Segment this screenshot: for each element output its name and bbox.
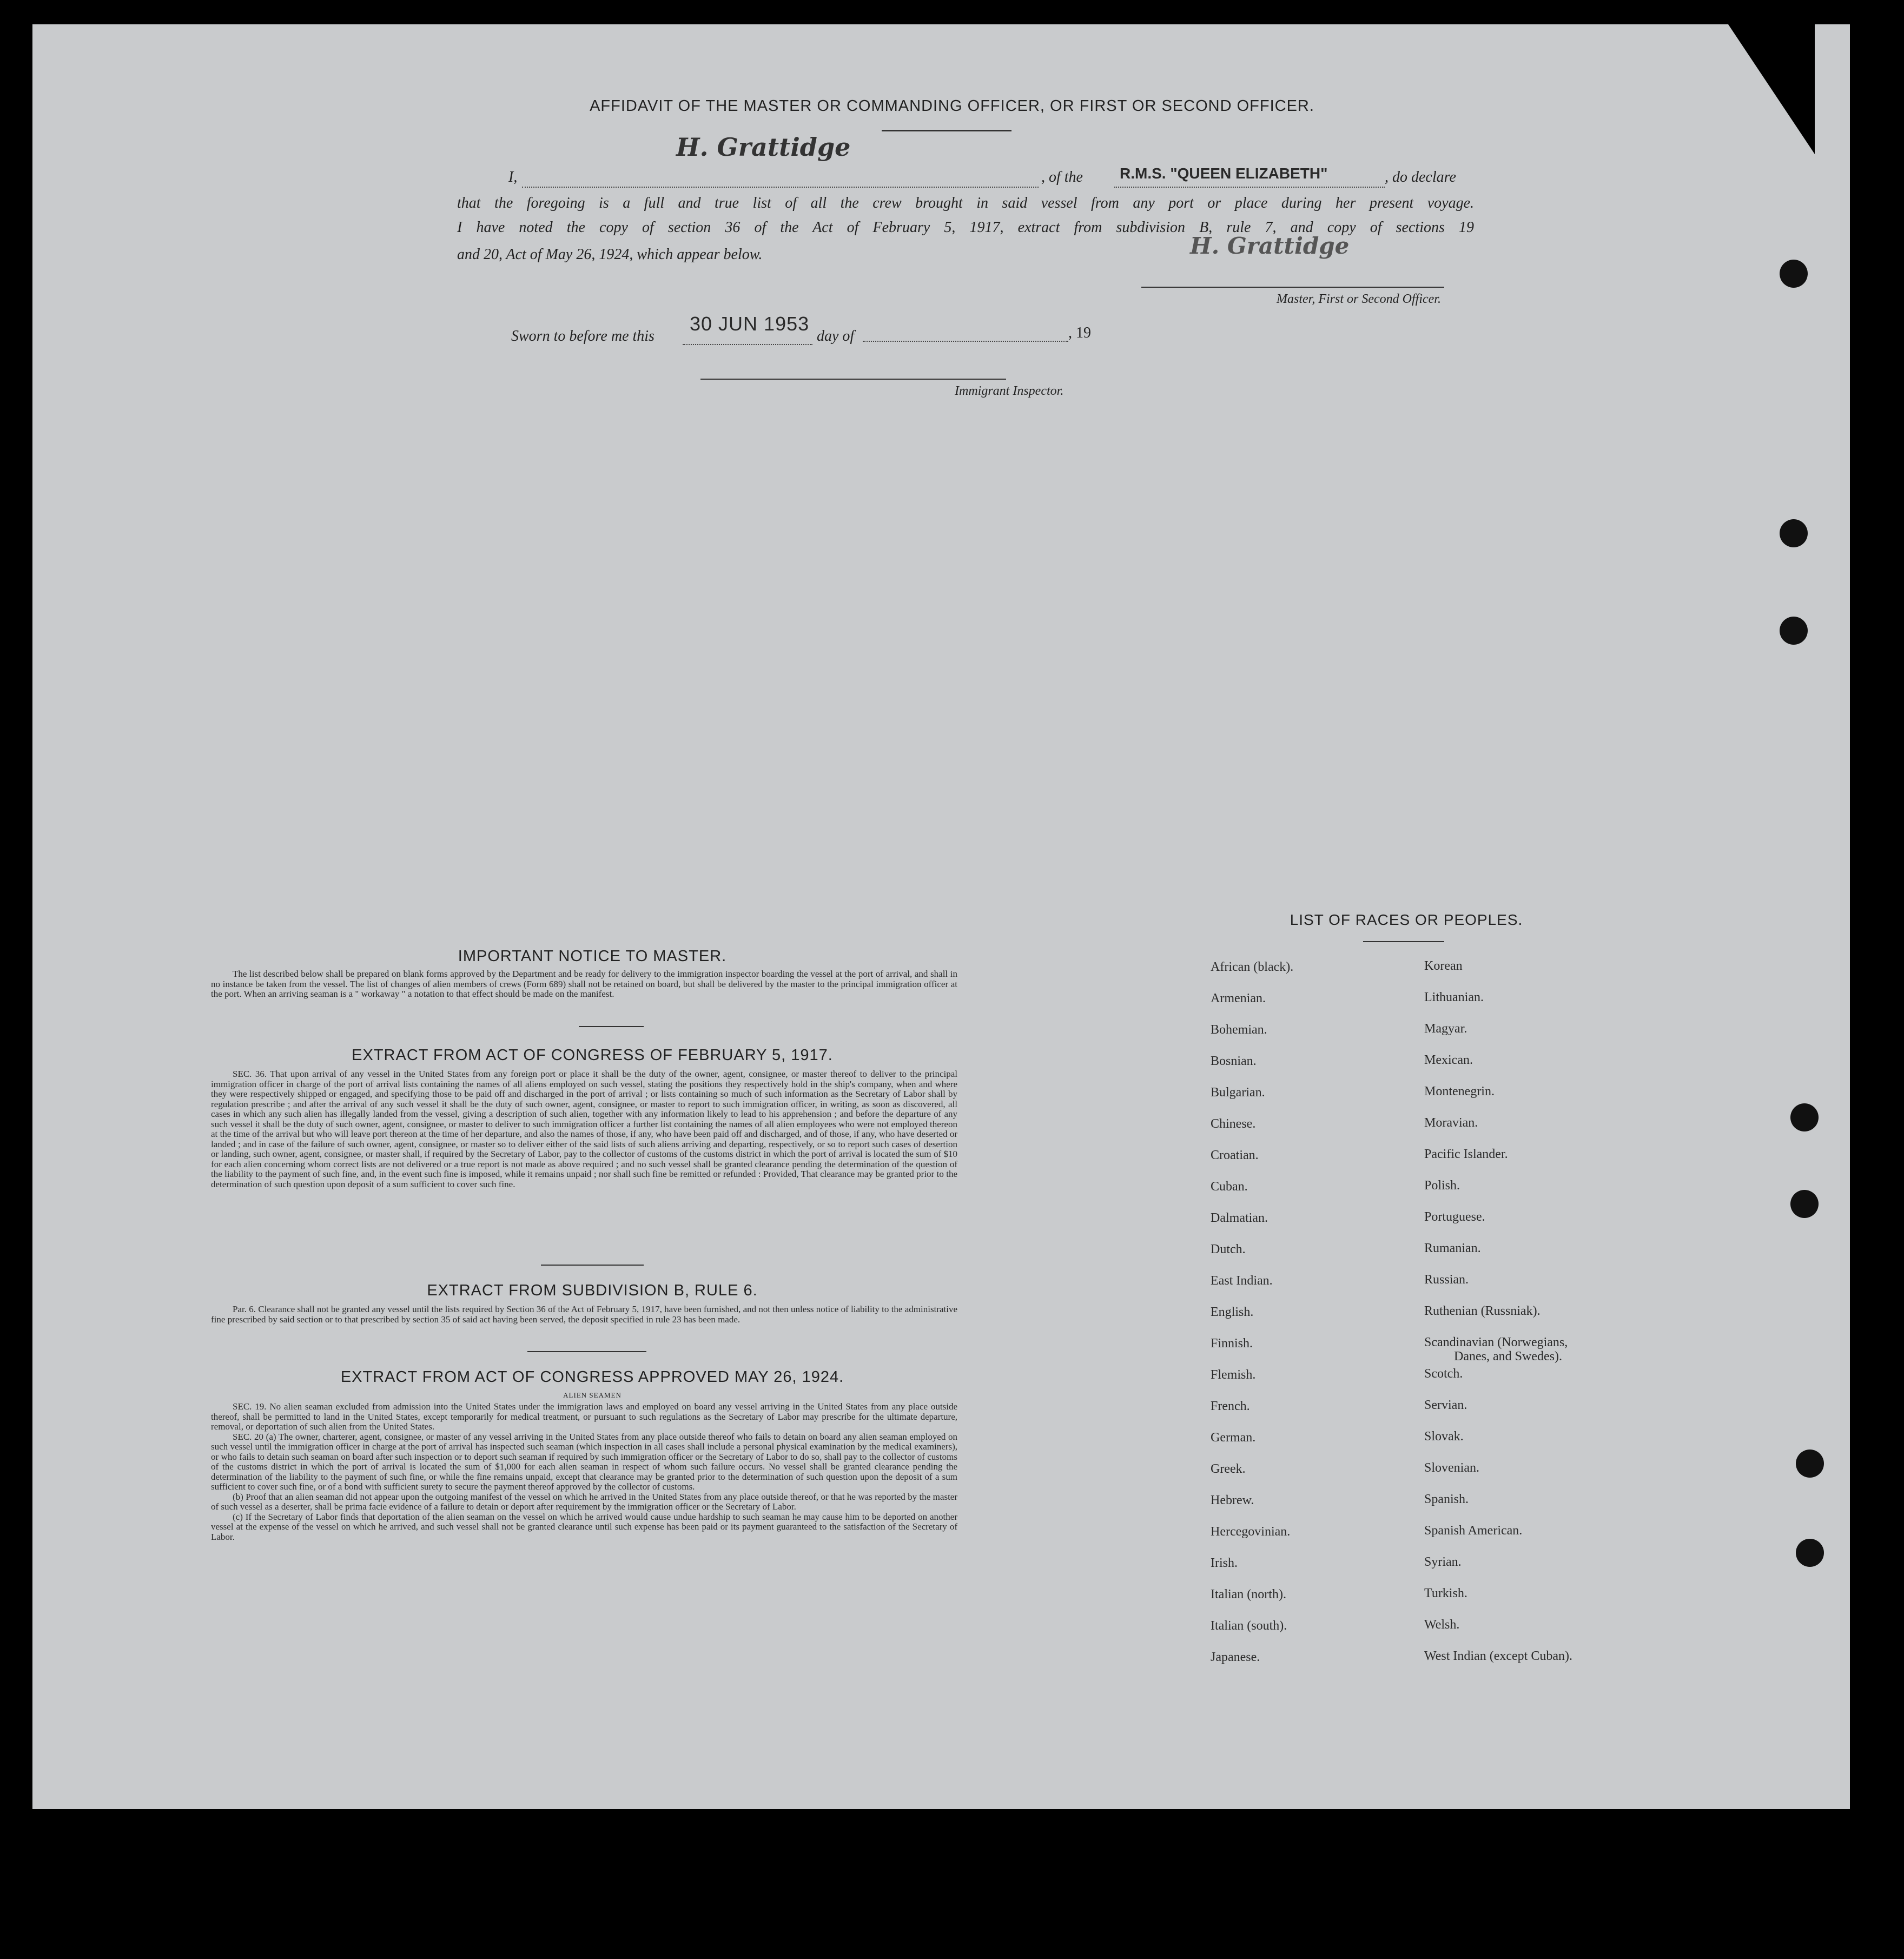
race-item: Spanish. — [1424, 1492, 1469, 1506]
punch-hole — [1796, 1450, 1824, 1478]
sec-19-text: SEC. 19. No alien seaman excluded from admission into the United States under the immigration laws and employed on board any vessel arriving in the United States from any place outside thereof, shall be permitted to land in the United States, except temporarily for medical treatment, or pursuant to such regulations as the Secretary of Labor may prescribe for the ultimate departure, removal, or deportation of such alien from the United States. — [211, 1401, 957, 1432]
race-item: Italian (north). — [1211, 1587, 1286, 1601]
punch-hole — [1790, 1103, 1819, 1131]
race-item: Danes, and Swedes). — [1454, 1349, 1562, 1364]
vessel-name: R.M.S. "QUEEN ELIZABETH" — [1120, 165, 1328, 182]
race-item: Flemish. — [1211, 1368, 1256, 1382]
punch-hole — [1796, 1539, 1824, 1567]
divider — [579, 1026, 644, 1027]
punch-hole — [1780, 260, 1808, 288]
race-item: Spanish American. — [1424, 1524, 1523, 1538]
sec-20c-text: (c) If the Secretary of Labor finds that deportation of the alien seaman on the vessel on which he arrived would cause undue hardship to such seaman he may cause him to be deported on another vessel at the expense of the vessel on which he arrived, and such vessel shall not be granted clearance until such expense has been paid or its payment guaranteed to the satisfaction of the Secretary of Labor. — [211, 1511, 957, 1542]
race-item: Moravian. — [1424, 1116, 1478, 1130]
officer-signature: H. Grattidge — [1190, 233, 1350, 259]
sworn-date-stamp: 30 JUN 1953 — [690, 313, 810, 335]
notice-body — [211, 969, 957, 1000]
race-item: Polish. — [1424, 1179, 1460, 1193]
date-line — [683, 344, 812, 345]
officer-signature-line — [1141, 287, 1444, 288]
subdivision-body — [211, 1305, 957, 1325]
race-item: Servian. — [1424, 1398, 1467, 1412]
race-item: Pacific Islander. — [1424, 1147, 1508, 1161]
race-item: Finnish. — [1211, 1336, 1253, 1351]
inspector-caption: Immigrant Inspector. — [955, 384, 1064, 398]
subdivision-title: EXTRACT FROM SUBDIVISION B, RULE 6. — [427, 1282, 758, 1299]
affidavit-line-2: that the foregoing is a full and true list of all the crew brought in said vessel from any port or place during her present voyage. — [457, 195, 1474, 211]
i-label: I, — [508, 169, 518, 186]
extract-1917-body — [211, 1069, 957, 1189]
race-item: French. — [1211, 1399, 1250, 1413]
race-item: Bohemian. — [1211, 1023, 1267, 1037]
folded-corner — [1728, 24, 1815, 154]
alien-seamen-subtitle: ALIEN SEAMEN — [563, 1391, 622, 1399]
do-declare-label: , do declare — [1385, 169, 1456, 186]
race-item: Syrian. — [1424, 1555, 1462, 1569]
race-item: Lithuanian. — [1424, 990, 1484, 1004]
sworn-prefix: Sworn to before me this — [511, 328, 654, 345]
race-item: Bulgarian. — [1211, 1086, 1265, 1100]
race-item: Welsh. — [1424, 1618, 1460, 1632]
race-item: Croatian. — [1211, 1148, 1259, 1162]
race-item: West Indian (except Cuban). — [1424, 1649, 1572, 1663]
sec-20b-text: (b) Proof that an alien seaman did not appear upon the outgoing manifest of the vessel on which he arrived in the United States from any place outside thereof, or that he was reported by the master of such vessel as a deserter, shall be prima facie evidence of a failure to detain or deport after requirement by the immigration officer or the Secretary of Labor. — [211, 1491, 957, 1512]
race-item: Slovak. — [1424, 1429, 1464, 1444]
races-title: LIST OF RACES OR PEOPLES. — [1290, 911, 1523, 928]
vessel-line — [1114, 187, 1385, 188]
race-item: Italian (south). — [1211, 1619, 1287, 1633]
race-item: Scandinavian (Norwegians, — [1424, 1335, 1568, 1349]
race-item: English. — [1211, 1305, 1254, 1319]
race-item: Chinese. — [1211, 1117, 1256, 1131]
race-item: Irish. — [1211, 1556, 1238, 1570]
race-item: Armenian. — [1211, 991, 1266, 1005]
race-item: German. — [1211, 1431, 1256, 1445]
month-line — [863, 341, 1068, 342]
inspector-line — [700, 379, 1006, 380]
race-item: Hercegovinian. — [1211, 1525, 1291, 1539]
sec-20a-text: SEC. 20 (a) The owner, charterer, agent, consignee, or master of any vessel arriving in the United States from any place outside thereof who fails to detain on board any alien seaman employed on such vessel until the immigration officer in charge at the port of arrival has inspected such seaman (which inspection in all cases shall include a personal physical examination by the medical examiners), or who fails to detain such seaman on board after such inspection or to deport such seaman if required by such immigration officer or the Secretary of Labor to do so, shall pay to the collector of customs of the customs district in which the port of arrival is located the sum of $1,000 for each alien seaman in respect of whom such failure occurs. No vessel shall be granted clearance pending the determination of the liability to the payment of such fine, or while the fine remains unpaid, except that clearance may be granted prior to the determination of such question upon the deposit of a sum sufficient to cover such fine, or of a bond with sufficient surety to secure the payment thereof approved by the collector of customs. — [211, 1431, 957, 1492]
extract-1924-title: EXTRACT FROM ACT OF CONGRESS APPROVED MAY 26, 1924. — [340, 1368, 844, 1386]
races-title-underline — [1363, 941, 1444, 942]
race-item: Scotch. — [1424, 1367, 1463, 1381]
race-item: Montenegrin. — [1424, 1084, 1495, 1098]
race-item: East Indian. — [1211, 1274, 1273, 1288]
race-item: Hebrew. — [1211, 1493, 1254, 1507]
race-item: Slovenian. — [1424, 1461, 1479, 1475]
race-item: Rumanian. — [1424, 1241, 1481, 1255]
page-title: AFFIDAVIT OF THE MASTER OR COMMANDING OFFICER, OR FIRST OR SECOND OFFICER. — [590, 97, 1314, 115]
race-item: Cuban. — [1211, 1180, 1248, 1194]
race-item: Dutch. — [1211, 1242, 1246, 1256]
title-underline — [882, 130, 1012, 131]
punch-hole — [1790, 1190, 1819, 1218]
affidavit-line-3: I have noted the copy of section 36 of the Act of February 5, 1917, extract from subdivision B, rule 7, and copy of sections 19 — [457, 219, 1474, 236]
race-item: Korean — [1424, 959, 1463, 973]
race-item: Ruthenian (Russniak). — [1424, 1304, 1541, 1318]
race-item: Greek. — [1211, 1462, 1246, 1476]
notice-text: The list described below shall be prepared on blank forms approved by the Department and be ready for delivery to the immigration inspector boarding the vessel at the port of arrival, and shall in no instance be taken from the vessel. The list of changes of alien members of crews (Form 689) shall not be retained on board, but shall be delivered by the master to the principal immigration officer at the port. When an arriving seaman is a " workaway " a notation to that effect should be made on the manifest. — [211, 969, 957, 999]
sec-36-text: SEC. 36. That upon arrival of any vessel in the United States from any foreign port or place it shall be the duty of the owner, agent, consignee, or master thereof to deliver to the principal immigration officer in charge of the port of arrival lists containing the names of all aliens employed on such vessel, stating the positions they respectively hold in the ship's company, when and where they were respectively shipped or engaged, and specifying those to be paid off and discharged in the port of arrival ; or lists containing so much of such information as the Secretary of Labor shall by regulation prescribe ; and after the arrival of any such vessel it shall be the duty of such owner, agent, consignee, or master to report to such immigration officer, in writing, as soon as discovered, all cases in which any such alien has illegally landed from the vessel, giving a description of such alien, together with any information likely to lead to his apprehension ; and before the departure of any such vessel it shall be the duty of such owner, agent, consignee, or master to deliver to such immigration officer a further list containing the names of all alien employees who were not employed thereon at the time of the arrival but who will leave port thereon at the time of her departure, and also the names of those, if any, who have been paid off and discharged, and of those, if any, who have deserted or landed ; and in case of the failure of such owner, agent, consignee, or master so to deliver either of the said lists of such aliens arriving and departing, respectively, or so to report such cases of desertion or landing, such owner, agent, consignee, or master shall, if required by the Secretary of Labor, pay to the collector of customs of the customs district in which the port of arrival is located the sum of $10 for each alien concerning whom correct lists are not delivered or a true report is not made as above required ; and no such vessel shall be granted clearance pending the determination of the question of the liability to the payment of such fine, and, in the event such fine is imposed, while it remains unpaid ; nor shall such fine be remitted or refunded : Provided, That clearance may be granted prior to the determination of such question upon deposit of a sum sufficient to cover such fine. — [211, 1069, 957, 1189]
of-the-label: , of the — [1041, 169, 1083, 186]
race-item: Dalmatian. — [1211, 1211, 1268, 1225]
race-item: Portuguese. — [1424, 1210, 1485, 1224]
race-item: Japanese. — [1211, 1650, 1260, 1664]
divider — [541, 1265, 644, 1266]
par-6-text: Par. 6. Clearance shall not be granted any vessel until the lists required by Section 36 of the Act of February 5, 1917, have been furnished, and not then unless notice of liability to the administrative fine prescribed by said section or to that prescribed by section 35 of said act having been served, the deposit specified in rule 23 has been made. — [211, 1304, 957, 1325]
punch-hole — [1780, 519, 1808, 547]
race-item: Mexican. — [1424, 1053, 1473, 1067]
extract-1917-title: EXTRACT FROM ACT OF CONGRESS OF FEBRUARY 5, 1917. — [352, 1047, 833, 1064]
extract-1924-body — [211, 1402, 957, 1542]
affidavit-line-4: and 20, Act of May 26, 1924, which appear below. — [457, 246, 763, 263]
officer-caption: Master, First or Second Officer. — [1277, 292, 1441, 306]
race-item: Russian. — [1424, 1273, 1469, 1287]
race-item: Turkish. — [1424, 1586, 1467, 1600]
name-line — [522, 187, 1039, 188]
day-of-label: day of — [817, 328, 855, 345]
divider — [527, 1351, 646, 1352]
race-item: Bosnian. — [1211, 1054, 1257, 1068]
punch-hole — [1780, 617, 1808, 645]
notice-title: IMPORTANT NOTICE TO MASTER. — [458, 948, 727, 965]
year-prefix: , 19 — [1068, 325, 1091, 341]
race-item: African (black). — [1211, 960, 1294, 974]
signature-name: H. Grattidge — [676, 133, 851, 162]
race-item: Magyar. — [1424, 1022, 1467, 1036]
